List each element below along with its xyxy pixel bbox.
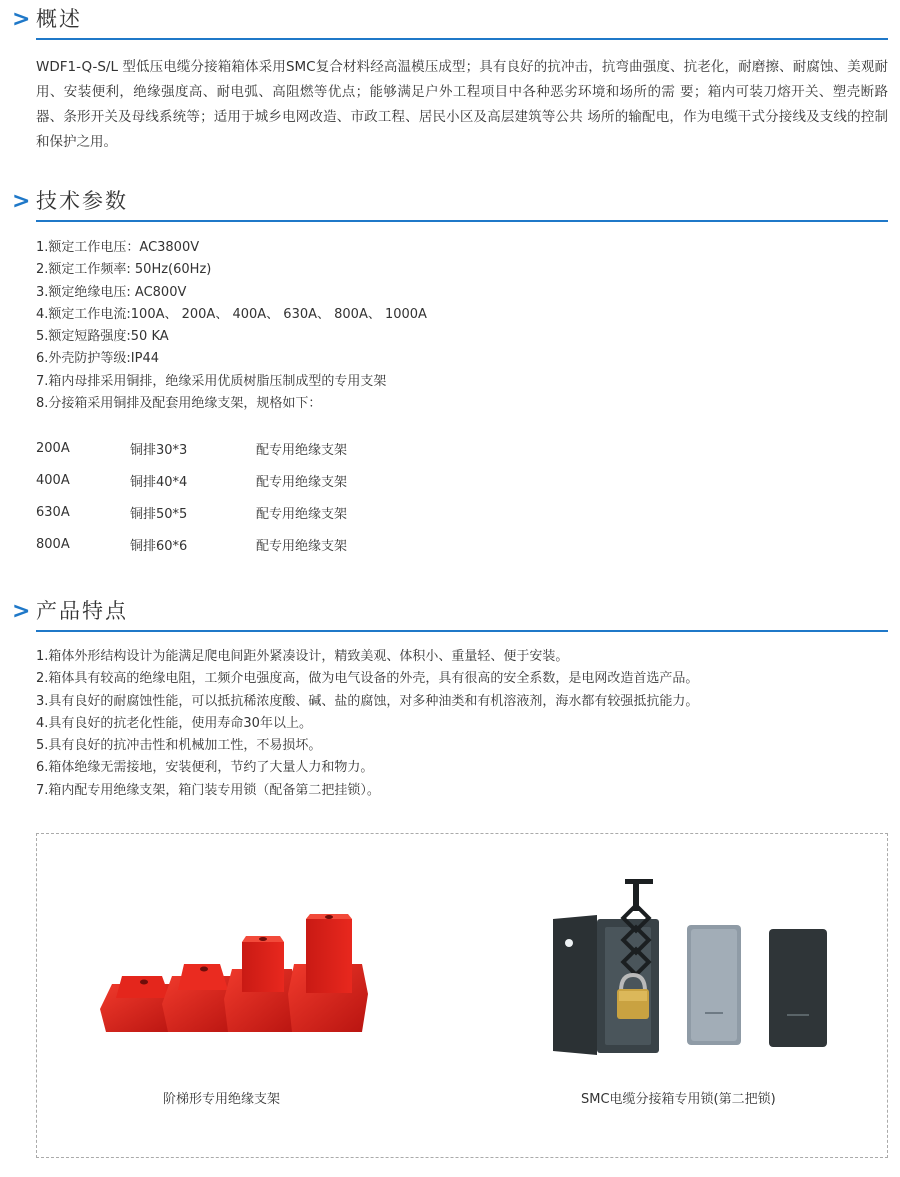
list-item: 2.额定工作频率: 50Hz(60Hz) xyxy=(36,262,212,278)
list-item: 5.具有良好的抗冲击性和机械加工性，不易损坏。 xyxy=(36,738,322,754)
overview-header xyxy=(12,6,888,40)
spec-current: 630A xyxy=(36,504,70,520)
list-item: 2.箱体具有较高的绝缘电阻，工频介电强度高，做为电气设备的外壳，具有很高的安全系数，是电网改造首选产品。 xyxy=(36,671,699,687)
spec-current: 800A xyxy=(36,536,70,552)
list-item: 3.额定绝缘电压: AC800V xyxy=(36,284,187,300)
list-item: 1.箱体外形结构设计为能满足爬电间距外紧凑设计，精致美观、体积小、重量轻、便于安装。 xyxy=(36,649,569,664)
tech-header xyxy=(12,188,888,222)
caption-insulator: 阶梯形专用绝缘支架 xyxy=(163,1092,281,1107)
table-row xyxy=(36,496,347,528)
product-photos xyxy=(36,833,888,1158)
chevron-right-icon: > xyxy=(12,189,31,214)
spec-support: 配专用绝缘支架 xyxy=(256,506,348,522)
spec-current: 200A xyxy=(36,440,70,456)
list-item: 7.箱内配专用绝缘支架，箱门装专用锁（配备第二把挂锁）。 xyxy=(36,782,380,798)
table-row xyxy=(36,528,347,560)
list-item: 6.外壳防护等级:IP44 xyxy=(36,351,159,367)
tech-list xyxy=(36,237,888,415)
list-item: 3.具有良好的耐腐蚀性能，可以抵抗稀浓度酸、碱、盐的腐蚀，对多种油类和有机溶液剂，海水都有较强抵抗能力。 xyxy=(36,693,699,709)
features-header xyxy=(12,598,888,632)
list-item: 8.分接箱采用铜排及配套用绝缘支架，规格如下： xyxy=(36,396,322,412)
list-item: 4.额定工作电流:100A、 200A、 400A、 630A、 800A、 1000A xyxy=(36,306,427,322)
stepped-insulator-image xyxy=(92,914,382,1054)
spec-support: 配专用绝缘支架 xyxy=(256,442,348,458)
caption-lock: SMC电缆分接箱专用锁(第二把锁) xyxy=(581,1092,776,1107)
table-row xyxy=(36,464,347,496)
spec-support: 配专用绝缘支架 xyxy=(256,538,348,554)
section-divider xyxy=(36,220,888,222)
spec-busbar: 铜排30*3 xyxy=(130,442,188,458)
section-divider xyxy=(36,630,888,632)
spec-busbar: 铜排60*6 xyxy=(130,538,188,554)
overview-text: WDF1-Q-S/L 型低压电缆分接箱箱体采用SMC复合材料经高温模压成型；具有良好的抗冲击，抗弯曲强度、抗老化，耐磨擦、耐腐蚀、美观耐用、安装便利，绝缘强度高、耐电弧、高阻燃等优点；能够满足户外工程项目中各种恶劣环境和场所的需 要；箱内可装刀熔开关、塑壳断路器、条形开关及母线系统等；适用于城乡电网改造、市政工程、居民小区及高层建筑等公共 场所的输配电，作为电缆干式分接线及支线的控制和保护之用。 xyxy=(36,59,888,150)
chevron-right-icon: > xyxy=(12,7,31,32)
smc-lock-image xyxy=(547,879,837,1059)
list-item: 7.箱内母排采用铜排，绝缘采用优质树脂压制成型的专用支架 xyxy=(36,373,387,389)
list-item: 5.额定短路强度:50 KA xyxy=(36,329,169,345)
section-divider xyxy=(36,38,888,40)
spec-support: 配专用绝缘支架 xyxy=(256,474,348,490)
features-title: 产品特点 xyxy=(36,599,128,623)
spec-busbar: 铜排40*4 xyxy=(130,474,188,490)
table-row xyxy=(36,432,347,464)
list-item: 4.具有良好的抗老化性能，使用寿命30年以上。 xyxy=(36,715,312,731)
chevron-right-icon: > xyxy=(12,599,31,624)
overview-title: 概述 xyxy=(36,7,82,31)
spec-busbar: 铜排50*5 xyxy=(130,506,188,522)
tech-title: 技术参数 xyxy=(36,189,128,213)
spec-table xyxy=(36,432,347,560)
list-item: 6.箱体绝缘无需接地，安装便利，节约了大量人力和物力。 xyxy=(36,760,374,776)
features-list xyxy=(36,646,888,802)
list-item: 1.额定工作电压：AC3800V xyxy=(36,240,200,255)
spec-current: 400A xyxy=(36,472,70,488)
